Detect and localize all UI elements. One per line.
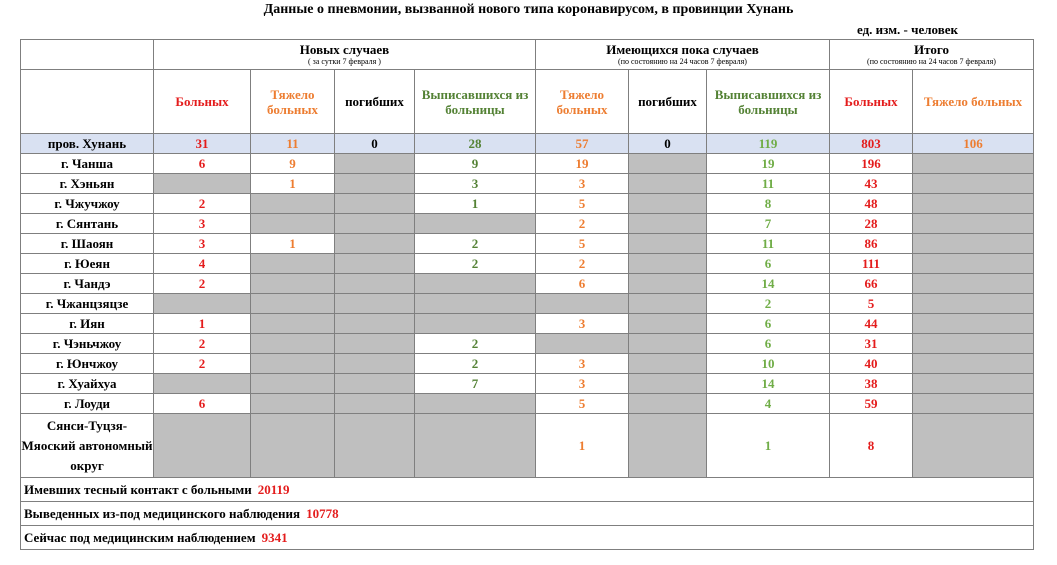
empty-cell	[629, 214, 707, 234]
empty-cell	[415, 414, 536, 478]
value-cell: 1	[251, 174, 335, 194]
table-row	[21, 334, 1034, 354]
value-cell: 2	[415, 234, 536, 254]
empty-cell	[913, 354, 1034, 374]
empty-cell	[629, 374, 707, 394]
empty-cell	[335, 314, 415, 334]
value-cell: 8	[707, 194, 830, 214]
footer-row	[21, 526, 1034, 550]
table-row	[21, 294, 1034, 314]
table-row	[21, 254, 1034, 274]
province-value: 31	[154, 134, 251, 154]
province-value: 119	[707, 134, 830, 154]
empty-cell	[629, 294, 707, 314]
empty-cell	[913, 334, 1034, 354]
empty-cell	[913, 294, 1034, 314]
col-header-total-patients: Больных	[830, 70, 913, 134]
value-cell: 4	[707, 394, 830, 414]
value-cell: 5	[536, 394, 629, 414]
table-row	[21, 214, 1034, 234]
empty-cell	[251, 194, 335, 214]
empty-cell	[629, 354, 707, 374]
value-cell: 11	[707, 234, 830, 254]
city-name: г. Иян	[21, 314, 154, 334]
value-cell: 31	[830, 334, 913, 354]
group-new-title: Новых случаев	[299, 42, 390, 57]
table-row	[21, 394, 1034, 414]
empty-cell	[629, 334, 707, 354]
empty-cell	[251, 394, 335, 414]
empty-cell	[335, 334, 415, 354]
province-value: 57	[536, 134, 629, 154]
col-header-total-severe: Тяжело больных	[913, 70, 1034, 134]
value-cell: 4	[154, 254, 251, 274]
empty-cell	[629, 194, 707, 214]
value-cell: 3	[154, 214, 251, 234]
value-cell: 6	[536, 274, 629, 294]
empty-cell	[913, 174, 1034, 194]
province-value: 11	[251, 134, 335, 154]
empty-cell	[629, 394, 707, 414]
value-cell: 3	[415, 174, 536, 194]
city-name: г. Сянтань	[21, 214, 154, 234]
group-new-sub: ( за сутки 7 февраля )	[308, 57, 381, 66]
column-header-row	[21, 70, 1034, 134]
value-cell: 6	[154, 394, 251, 414]
value-cell: 66	[830, 274, 913, 294]
empty-cell	[154, 294, 251, 314]
city-name: Сянси-Туцзя-Мяоский автономный округ	[21, 414, 154, 478]
empty-cell	[415, 314, 536, 334]
empty-cell	[335, 414, 415, 478]
province-row	[21, 134, 1034, 154]
footer-value: 20119	[257, 482, 290, 497]
empty-cell	[251, 374, 335, 394]
value-cell: 9	[415, 154, 536, 174]
value-cell: 1	[415, 194, 536, 214]
empty-cell	[913, 314, 1034, 334]
province-value: 28	[415, 134, 536, 154]
value-cell: 5	[536, 194, 629, 214]
footer-value: 9341	[261, 530, 288, 545]
col-header-new-severe: Тяжело больных	[251, 70, 335, 134]
empty-cell	[335, 214, 415, 234]
empty-cell	[629, 314, 707, 334]
value-cell: 59	[830, 394, 913, 414]
value-cell: 6	[707, 314, 830, 334]
footer-cell	[21, 502, 1034, 526]
empty-cell	[335, 254, 415, 274]
value-cell: 11	[707, 174, 830, 194]
city-name: г. Чжучжоу	[21, 194, 154, 214]
group-header-row	[21, 40, 1034, 70]
empty-cell	[251, 274, 335, 294]
empty-cell	[629, 154, 707, 174]
empty-cell	[913, 214, 1034, 234]
value-cell: 9	[251, 154, 335, 174]
empty-cell	[536, 294, 629, 314]
value-cell: 14	[707, 274, 830, 294]
table-row	[21, 374, 1034, 394]
table-row	[21, 354, 1034, 374]
footer-label: Выведенных из-под медицинского наблюдения	[24, 506, 301, 521]
corner-cell-2	[21, 70, 154, 134]
empty-cell	[154, 374, 251, 394]
empty-cell	[154, 414, 251, 478]
value-cell: 44	[830, 314, 913, 334]
group-current	[536, 40, 830, 70]
value-cell: 1	[707, 414, 830, 478]
value-cell: 2	[154, 354, 251, 374]
group-total-sub: (по состоянию на 24 часов 7 февраля)	[867, 57, 996, 66]
empty-cell	[415, 394, 536, 414]
value-cell: 19	[707, 154, 830, 174]
empty-cell	[335, 294, 415, 314]
empty-cell	[415, 294, 536, 314]
value-cell: 2	[536, 254, 629, 274]
empty-cell	[335, 394, 415, 414]
value-cell: 3	[536, 314, 629, 334]
value-cell: 2	[154, 334, 251, 354]
col-header-new-patients: Больных	[154, 70, 251, 134]
empty-cell	[154, 174, 251, 194]
empty-cell	[251, 314, 335, 334]
city-name: г. Лоуди	[21, 394, 154, 414]
value-cell: 1	[251, 234, 335, 254]
empty-cell	[335, 174, 415, 194]
value-cell: 38	[830, 374, 913, 394]
value-cell: 2	[154, 274, 251, 294]
data-table	[20, 39, 1034, 550]
footer-row	[21, 502, 1034, 526]
province-value: 0	[335, 134, 415, 154]
city-name: г. Хуайхуа	[21, 374, 154, 394]
group-total	[830, 40, 1034, 70]
value-cell: 5	[830, 294, 913, 314]
corner-cell	[21, 40, 154, 70]
table-row	[21, 314, 1034, 334]
value-cell: 6	[707, 334, 830, 354]
value-cell: 3	[536, 374, 629, 394]
footer-cell	[21, 526, 1034, 550]
city-name: г. Чанша	[21, 154, 154, 174]
group-total-title: Итого	[914, 42, 949, 57]
col-header-current-deaths: погибших	[629, 70, 707, 134]
city-name: г. Чэньчжоу	[21, 334, 154, 354]
value-cell: 1	[154, 314, 251, 334]
page-title: Данные о пневмонии, вызванной нового типа коронавирусом, в провинции Хунань	[263, 2, 794, 17]
empty-cell	[251, 254, 335, 274]
empty-cell	[251, 354, 335, 374]
value-cell: 2	[154, 194, 251, 214]
value-cell: 7	[415, 374, 536, 394]
empty-cell	[629, 234, 707, 254]
city-name: г. Чандэ	[21, 274, 154, 294]
empty-cell	[629, 254, 707, 274]
empty-cell	[251, 294, 335, 314]
value-cell: 2	[415, 334, 536, 354]
table-row	[21, 194, 1034, 214]
value-cell: 6	[707, 254, 830, 274]
empty-cell	[335, 374, 415, 394]
unit-label: ед. изм. - человек	[857, 22, 958, 37]
value-cell: 2	[707, 294, 830, 314]
footer-label: Имевших тесный контакт с больными	[24, 482, 252, 497]
col-header-current-severe: Тяжело больных	[536, 70, 629, 134]
province-value: 803	[830, 134, 913, 154]
empty-cell	[913, 394, 1034, 414]
value-cell: 86	[830, 234, 913, 254]
value-cell: 14	[707, 374, 830, 394]
empty-cell	[415, 274, 536, 294]
footer-row	[21, 478, 1034, 502]
value-cell: 3	[536, 354, 629, 374]
table-row	[21, 274, 1034, 294]
empty-cell	[913, 154, 1034, 174]
empty-cell	[335, 354, 415, 374]
col-header-current-discharged: Выписавшихся из больницы	[707, 70, 830, 134]
empty-cell	[335, 234, 415, 254]
province-value: 0	[629, 134, 707, 154]
city-name: г. Юнчжоу	[21, 354, 154, 374]
city-name: г. Шаоян	[21, 234, 154, 254]
table-row	[21, 154, 1034, 174]
group-current-sub: (по состоянию на 24 часов 7 февраля)	[618, 57, 747, 66]
value-cell: 6	[154, 154, 251, 174]
group-new	[154, 40, 536, 70]
table-row	[21, 174, 1034, 194]
empty-cell	[913, 194, 1034, 214]
table-row	[21, 414, 1034, 478]
empty-cell	[251, 414, 335, 478]
col-header-new-discharged: Выписавшихся из больницы	[415, 70, 536, 134]
value-cell: 8	[830, 414, 913, 478]
footer-label: Сейчас под медицинским наблюдением	[24, 530, 256, 545]
empty-cell	[415, 214, 536, 234]
empty-cell	[629, 274, 707, 294]
value-cell: 19	[536, 154, 629, 174]
empty-cell	[629, 414, 707, 478]
footer-value: 10778	[306, 506, 339, 521]
col-header-new-deaths: погибших	[335, 70, 415, 134]
value-cell: 2	[415, 354, 536, 374]
value-cell: 2	[415, 254, 536, 274]
value-cell: 111	[830, 254, 913, 274]
empty-cell	[335, 194, 415, 214]
empty-cell	[251, 334, 335, 354]
value-cell: 10	[707, 354, 830, 374]
empty-cell	[536, 334, 629, 354]
city-name: г. Чжанцзяцзе	[21, 294, 154, 314]
value-cell: 3	[536, 174, 629, 194]
empty-cell	[913, 374, 1034, 394]
value-cell: 7	[707, 214, 830, 234]
value-cell: 5	[536, 234, 629, 254]
value-cell: 2	[536, 214, 629, 234]
empty-cell	[913, 234, 1034, 254]
empty-cell	[913, 414, 1034, 478]
value-cell: 48	[830, 194, 913, 214]
value-cell: 40	[830, 354, 913, 374]
value-cell: 43	[830, 174, 913, 194]
value-cell: 28	[830, 214, 913, 234]
value-cell: 1	[536, 414, 629, 478]
empty-cell	[335, 154, 415, 174]
empty-cell	[335, 274, 415, 294]
group-current-title: Имеющихся пока случаев	[606, 42, 759, 57]
province-label: пров. Хунань	[21, 134, 154, 154]
value-cell: 196	[830, 154, 913, 174]
city-name: г. Хэньян	[21, 174, 154, 194]
city-name: г. Юеян	[21, 254, 154, 274]
table-row	[21, 234, 1034, 254]
empty-cell	[251, 214, 335, 234]
empty-cell	[913, 254, 1034, 274]
province-value: 106	[913, 134, 1034, 154]
footer-cell	[21, 478, 1034, 502]
empty-cell	[629, 174, 707, 194]
empty-cell	[913, 274, 1034, 294]
value-cell: 3	[154, 234, 251, 254]
